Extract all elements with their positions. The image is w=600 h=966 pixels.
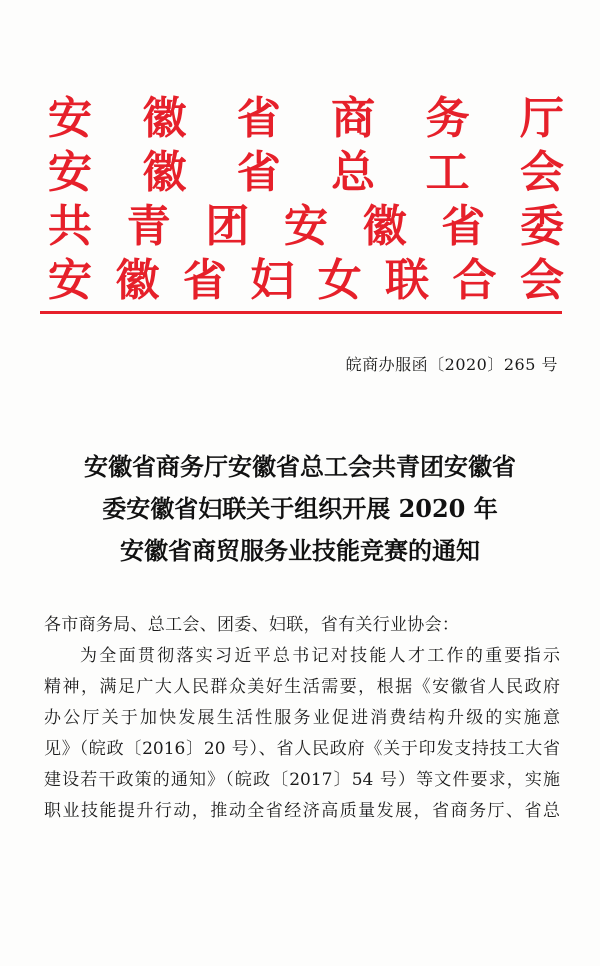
header-character: 徽 <box>362 201 407 252</box>
header-character: 省 <box>236 93 281 144</box>
header-character: 总 <box>331 147 376 198</box>
paragraph-line-1: 为全面贯彻落实习近平总书记对技能人才工作的重要指示 <box>80 646 560 666</box>
title-line-2: 委安徽省妇联关于组织开展 2020 年 <box>102 494 498 523</box>
header-character: 女 <box>317 255 362 306</box>
header-character: 徽 <box>142 147 187 198</box>
header-character: 共 <box>48 201 92 252</box>
header-character: 安 <box>48 93 92 144</box>
document-title <box>0 446 600 572</box>
header-character: 安 <box>48 147 92 198</box>
header-character: 省 <box>441 201 486 252</box>
header-character: 务 <box>425 93 470 144</box>
header-character: 委 <box>519 201 564 252</box>
title-line-1: 安徽省商务厅安徽省总工会共青团安徽省 <box>84 452 516 481</box>
title-line-3: 安徽省商贸服务业技能竞赛的通知 <box>120 536 480 565</box>
document-number: 皖商办服函〔2020〕265 号 <box>345 355 558 374</box>
header-character: 会 <box>519 147 564 198</box>
header-character: 厅 <box>519 93 564 144</box>
header-character: 省 <box>182 255 227 306</box>
issuing-authorities-header <box>48 92 564 308</box>
header-character: 合 <box>452 255 497 306</box>
paragraph-line-4: 见》（皖政〔2016〕20 号）、省人民政府《关于印发支持技工大省 <box>44 739 560 759</box>
header-character: 妇 <box>250 255 295 306</box>
paragraph-line-5: 建设若干政策的通知》（皖政〔2017〕54 号）等文件要求，实施 <box>44 770 560 790</box>
header-character: 商 <box>331 93 376 144</box>
paragraph-line-6: 职业技能提升行动，推动全省经济高质量发展，省商务厅、省总 <box>44 801 560 821</box>
header-character: 安 <box>48 255 92 306</box>
header-line-youth-league <box>48 200 564 254</box>
header-character: 青 <box>126 201 171 252</box>
header-character: 联 <box>385 255 430 306</box>
header-character: 徽 <box>142 93 187 144</box>
header-character: 工 <box>425 147 470 198</box>
header-line-commerce-department <box>48 92 564 146</box>
paragraph-line-2: 精神，满足广大人民群众美好生活需要，根据《安徽省人民政府 <box>44 677 560 697</box>
header-line-womens-federation <box>48 254 564 308</box>
header-character: 省 <box>236 147 281 198</box>
header-line-trade-union <box>48 146 564 200</box>
header-character: 安 <box>283 201 328 252</box>
header-character: 徽 <box>115 255 160 306</box>
document-body <box>44 610 560 827</box>
red-divider-line <box>40 311 562 314</box>
paragraph-line-3: 办公厅关于加快发展生活性服务业促进消费结构升级的实施意 <box>44 708 560 728</box>
header-character: 会 <box>519 255 564 306</box>
header-character: 团 <box>205 201 250 252</box>
salutation: 各市商务局、总工会、团委、妇联，省有关行业协会： <box>44 615 460 635</box>
